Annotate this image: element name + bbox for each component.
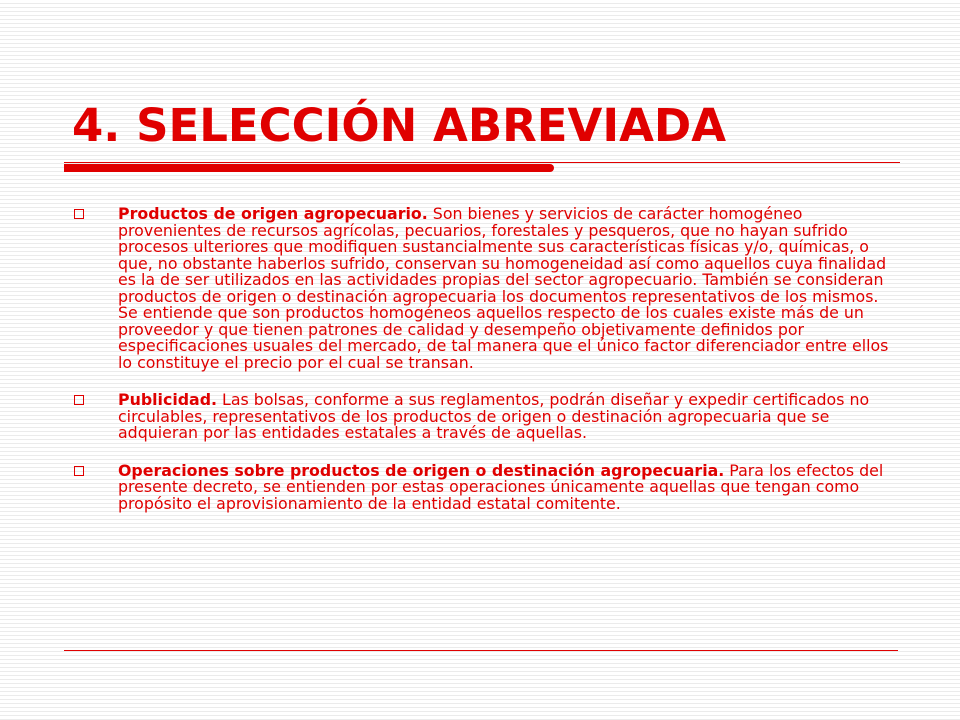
bullet-text: Las bolsas, conforme a sus reglamentos, podrán diseñar y expedir certificados no circulables, representativos de los productos de origen o destinación agropecuaria que se adquieran por las entidades estatales a través de aquellas. bbox=[118, 390, 870, 442]
bullet-text: Para los efectos del presente decreto, se entienden por estas operaciones únicamente aquellas que tengan como propósito el aprovisionamiento de la entidad estatal comitente. bbox=[118, 460, 884, 513]
bullet-text: Son bienes y servicios de carácter homogéneo provenientes de recursos agrícolas, pecuarios, forestales y pesqueros, que no hayan sufrido procesos ulteriores que modifiquen sustancialmente sus características físicas y/o, químicas, o que, no obstante haberlos sufrido, conservan su homogeneidad así como aquellos cuya finalidad es la de ser utilizados en las actividades propias del sector agropecuario. También se consideran productos de origen o destinación agropecuaria los documentos representativos de los mismos. Se entiende que son productos homogéneos aquellos respecto de los cuales existe más de un proveedor y que tienen patrones de calidad y desempeño objetivamente definidos por especificaciones usuales del mercado, de tal manera que el único factor diferenciador entre ellos lo constituye el precio por el cual se transan. bbox=[118, 204, 889, 372]
title-underline-thick bbox=[64, 164, 554, 172]
bullet-heading: Publicidad. bbox=[118, 390, 218, 409]
bullet-list bbox=[72, 206, 898, 533]
slide-title: 4. SELECCIÓN ABREVIADA bbox=[72, 99, 727, 152]
hollow-square-bullet-icon bbox=[74, 395, 84, 405]
bullet-heading: Operaciones sobre productos de origen o destinación agropecuaria. bbox=[118, 460, 725, 480]
bullet-productos-agropecuarios bbox=[72, 206, 898, 371]
hollow-square-bullet-icon bbox=[74, 209, 84, 219]
title-underline-thin bbox=[64, 162, 900, 163]
bullet-heading: Productos de origen agropecuario. bbox=[118, 204, 428, 223]
bullet-operaciones bbox=[72, 460, 898, 513]
bullet-publicidad bbox=[72, 392, 898, 442]
hollow-square-bullet-icon bbox=[74, 466, 84, 476]
footer-rule bbox=[64, 650, 898, 651]
